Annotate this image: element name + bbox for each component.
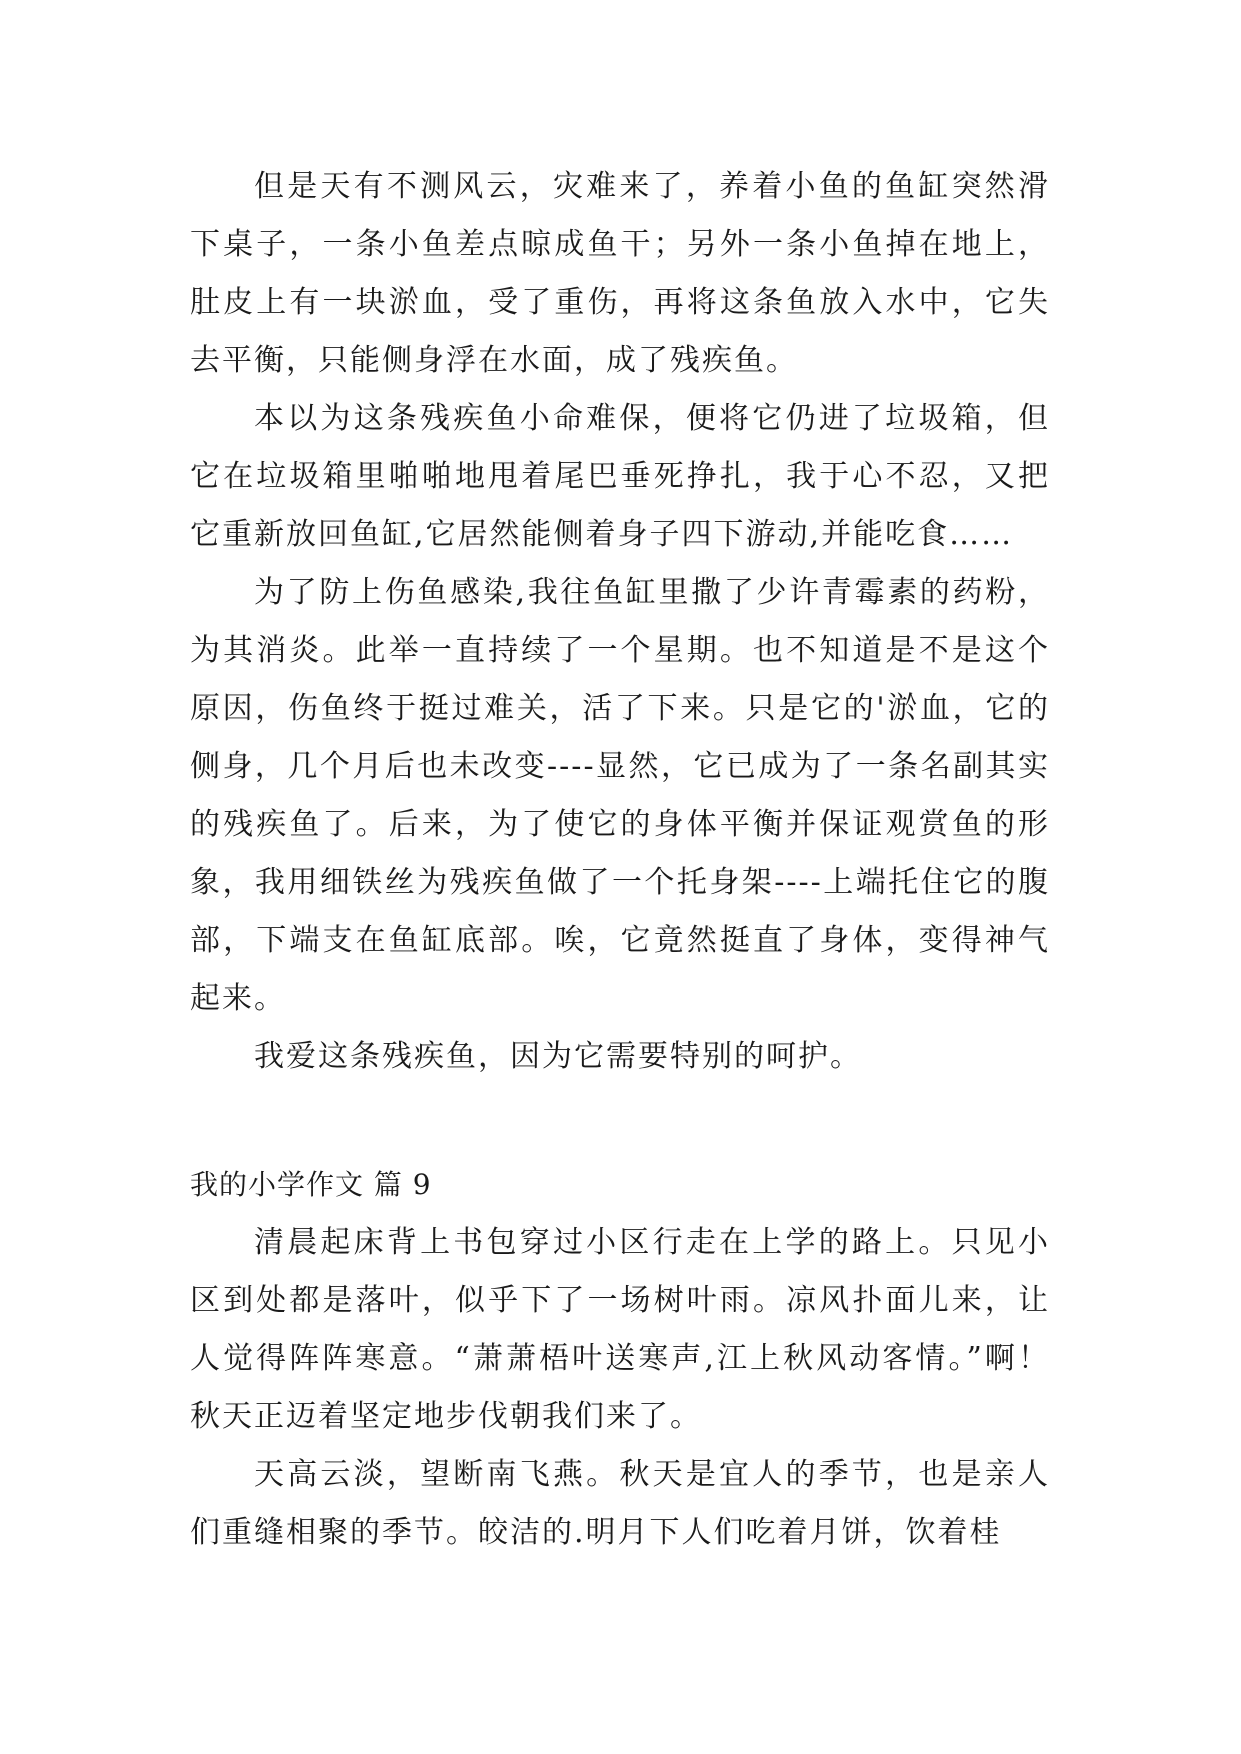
essay-8-paragraph-1: 但是天有不测风云，灾难来了，养着小鱼的鱼缸突然滑下桌子，一条小鱼差点晾成鱼干；另外一条小鱼掉在地上，肚皮上有一块淤血，受了重伤，再将这条鱼放入水中，它失去平衡，只能侧身浮在水面，成了残疾鱼。 [190,169,1050,378]
essay-9-heading: 我的小学作文 篇 9 [190,1168,432,1201]
essay-8-paragraph-3: 为了防上伤鱼感染,我往鱼缸里撒了少许青霉素的药粉，为其消炎。此举一直持续了一个星期。也不知道是不是这个原因，伤鱼终于挺过难关，活了下来。只是它的'淤血，它的侧身，几个月后也未改变----显然，它已成为了一条名副其实的残疾鱼了。后来，为了使它的身体平衡并保证观赏鱼的形象，我用细铁丝为残疾鱼做了一个托身架----上端托住它的腹部，下端支在鱼缸底部。唉，它竟然挺直了身体，变得神气起来。 [190,575,1050,1016]
essay-9-paragraph-1: 清晨起床背上书包穿过小区行走在上学的路上。只见小区到处都是落叶，似乎下了一场树叶雨。凉风扑面儿来，让人觉得阵阵寒意。“萧萧梧叶送寒声,江上秋风动客情。”啊！秋天正迈着坚定地步伐朝我们来了。 [190,1225,1050,1434]
essay-9-paragraph-2: 天高云淡，望断南飞燕。秋天是宜人的季节，也是亲人们重缝相聚的季节。皎洁的.明月下人们吃着月饼，饮着桂 [190,1457,1050,1550]
essay-8-paragraph-4: 我爱这条残疾鱼，因为它需要特别的呵护。 [254,1039,862,1074]
essay-8-paragraph-2: 本以为这条残疾鱼小命难保，便将它仍进了垃圾箱，但它在垃圾箱里啪啪地甩着尾巴垂死挣扎，我于心不忍，又把它重新放回鱼缸,它居然能侧着身子四下游动,并能吃食…… [190,401,1050,552]
document-body [190,158,1050,1562]
